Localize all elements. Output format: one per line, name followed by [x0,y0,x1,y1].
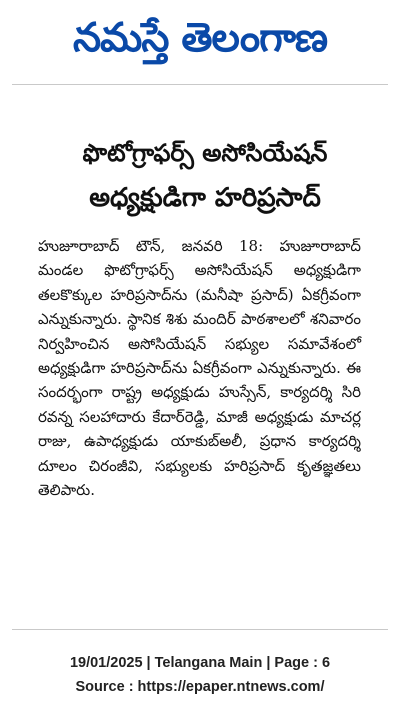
article-dateline: హుజూరాబాద్ టౌన్, జనవరి 18: [38,237,280,255]
masthead-divider [12,84,388,85]
edition-info: 19/01/2025 | Telangana Main | Page : 6 [69,655,331,671]
article-text: హుజూరాబాద్ మండల ఫొటోగ్రాఫర్స్ అసోసియేషన్ అధ్యక్షుడిగా తలకొక్కుల హరిప్రసాద్‌ను (మనీషా ప్రసాద్) ఏకగ్రీవంగా ఎన్నుకున్నారు. స్థానిక శిశు మందిర్ పాఠశాలలో శనివారం నిర్వహించిన అసోసియేషన్ సభ్యుల సమావేశంలో అధ్యక్షుడిగా హరిప్రసాద్‌ను ఏకగ్రీవంగా ఎన్నుకున్నారు. ఈ సందర్భంగా రాష్ట్ర అధ్యక్షుడు హుస్సేన్, కార్యదర్శి సిరి రవన్న సలహాదారు కేదార్‌రెడ్డి, మాజీ అధ్యక్షుడు మాచర్ల రాజు, ఉపాధ్యక్షుడు యాకుబ్‌అలీ, ప్రధాన కార్యదర్శి దూలం చిరంజీవి, సభ్యులకు హరిప్రసాద్ కృతజ్ఞతలు తెలిపారు. [38,237,361,500]
article-body [38,234,361,502]
footer-divider [12,629,388,630]
headline-line-1: ఫొటోగ్రాఫర్స్ అసోసియేషన్ [82,139,328,167]
source-link[interactable]: Source : https://epaper.ntnews.com/ [75,679,325,695]
headline-line-2: అధ్యక్షుడిగా హరిప్రసాద్ [89,183,321,213]
newspaper-masthead [12,12,388,72]
masthead-title: నమస్తే తెలంగాణ [72,13,328,61]
